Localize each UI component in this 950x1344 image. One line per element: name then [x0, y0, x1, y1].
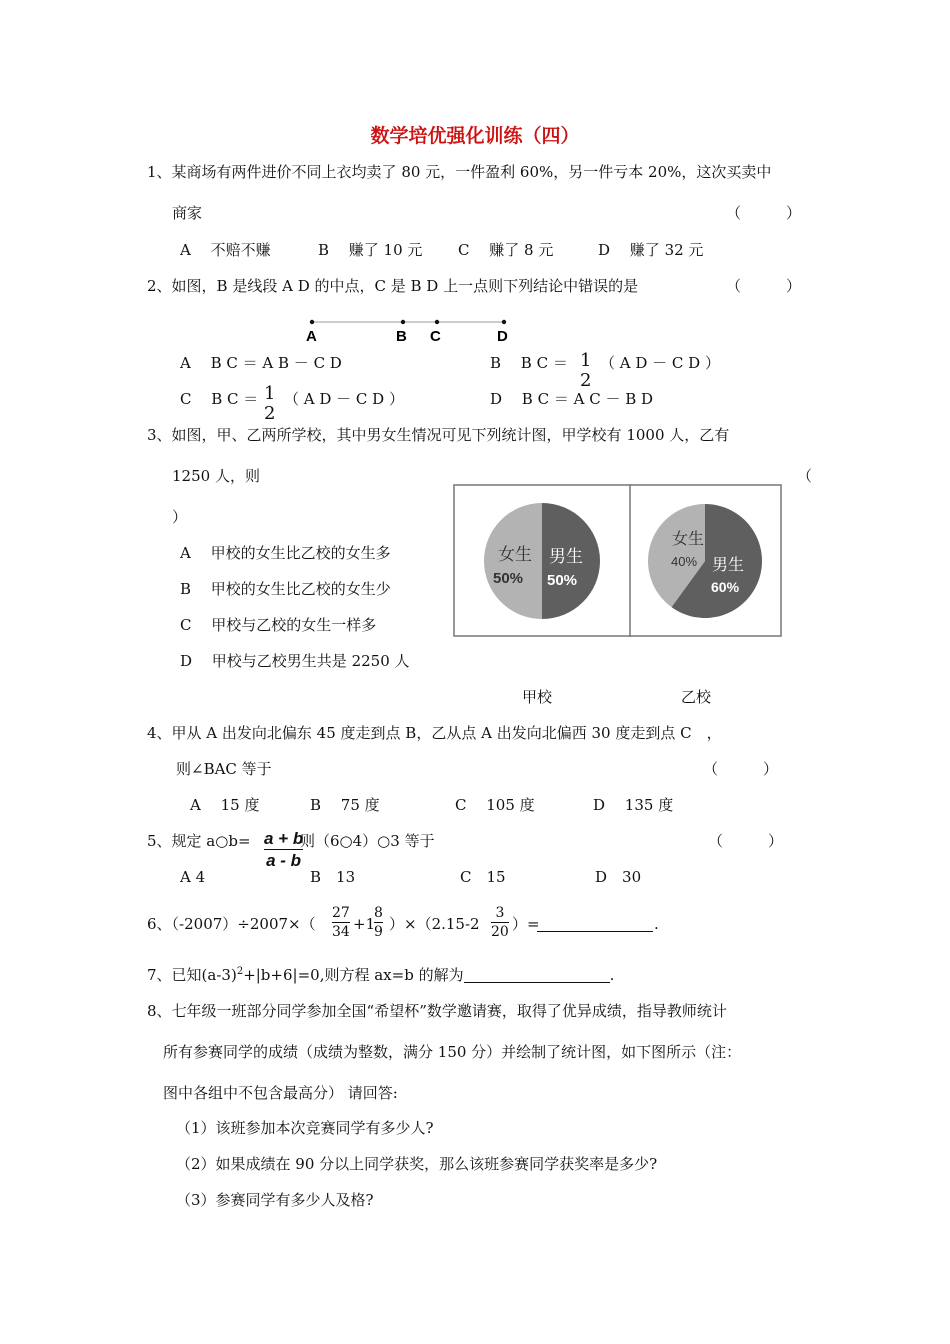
q6-fraction-1-numerator: 27 — [332, 905, 350, 921]
pie-a-boys-label: 男生 — [549, 547, 583, 566]
q7-end: . — [609, 966, 615, 984]
q8-line2: 所有参赛同学的成绩（成绩为整数，满分 150 分）并绘制了统计图，如下图所示（注： — [163, 1043, 742, 1061]
q7-answer-blank[interactable] — [464, 968, 610, 983]
q1-option-c: C 赚了 8 元 — [458, 241, 554, 259]
q2-option-c-half — [264, 385, 275, 423]
half-denominator: 2 — [264, 403, 276, 424]
q2-option-b-prefix: B B C ＝ — [490, 354, 568, 372]
q6-mid-2: ）×（2.15-2 — [389, 915, 480, 933]
q6-fraction-3-denominator: 20 — [491, 924, 509, 940]
q4-line2: 则∠BAC 等于 — [176, 760, 272, 778]
q7-line — [147, 967, 614, 983]
q6-suffix: ）= — [512, 915, 540, 933]
q2-option-b-half — [580, 352, 591, 390]
point-b-label: B — [396, 328, 407, 345]
q5-bracket: （ ） — [708, 832, 784, 850]
q8-sub2: （2）如果成绩在 90 分以上同学获奖，那么该班参赛同学获奖率是多少? — [176, 1155, 658, 1173]
point-c-dot — [435, 320, 439, 324]
school-b-caption: 乙校 — [681, 688, 712, 706]
q3-line1: 3、如图，甲、乙两所学校，其中男女生情况可见下列统计图，甲学校有 1000 人，乙有 — [147, 426, 730, 444]
q6-fraction-1 — [332, 906, 350, 939]
q3-option-b: B 甲校的女生比乙校的女生少 — [180, 580, 391, 598]
q8-sub3: （3）参赛同学有多少人及格? — [176, 1191, 374, 1209]
q1-option-a: A 不赔不赚 — [180, 241, 271, 259]
q7-prefix: 7、已知(a-3) — [147, 966, 237, 984]
q5-option-a: A 4 — [180, 868, 206, 886]
q6-fraction-3 — [491, 906, 509, 939]
q5-fraction-denominator: a - b — [266, 851, 302, 870]
pie-a-girls-percent: 50% — [493, 570, 524, 587]
pie-b-boys-label: 男生 — [712, 557, 745, 574]
point-c-label: C — [430, 328, 441, 345]
q3-option-a: A 甲校的女生比乙校的女生多 — [180, 544, 391, 562]
q7-superscript: 2 — [236, 966, 244, 977]
pie-a-girls-label: 女生 — [498, 545, 532, 564]
q5-fraction — [264, 830, 303, 869]
half-numerator: 1 — [264, 383, 276, 404]
half-denominator: 2 — [580, 370, 592, 391]
pie-b-boys-percent: 60% — [711, 579, 740, 595]
q2-stem: 2、如图，B 是线段 A D 的中点，C 是 B D 上一点则下列结论中错误的是 — [147, 277, 639, 295]
pie-b-girls-label: 女生 — [672, 531, 705, 548]
q2-option-c-prefix: C B C ＝ — [180, 390, 259, 408]
q1-option-b: B 赚了 10 元 — [318, 241, 423, 259]
q4-option-d: D 135 度 — [593, 796, 674, 814]
q2-option-a: A B C ＝ A B － C D — [180, 354, 342, 372]
q6-prefix: 6、（-2007）÷2007×（ — [147, 915, 316, 933]
school-a-caption: 甲校 — [522, 688, 553, 706]
q4-option-b: B 75 度 — [310, 796, 380, 814]
q6-end: . — [654, 915, 659, 933]
q6-fraction-2-denominator: 9 — [374, 924, 383, 940]
q5-fraction-numerator: a + b — [264, 829, 304, 848]
q5-option-c: C 15 — [460, 868, 506, 886]
q3-bracket-open: （ — [797, 467, 813, 485]
page-title: 数学培优强化训练（四） — [370, 125, 580, 147]
q6-fraction-3-numerator: 3 — [495, 905, 505, 921]
q6-fraction-1-denominator: 34 — [332, 924, 350, 940]
q3-bracket-close: ） — [172, 508, 188, 526]
q2-option-b-suffix: （ A D － C D ） — [600, 354, 720, 372]
q2-option-c-suffix: （ A D － C D ） — [284, 390, 404, 408]
point-a-dot — [310, 320, 314, 324]
q6-fraction-2-numerator: 8 — [374, 905, 383, 921]
point-b-dot — [401, 320, 405, 324]
pie-b-girls-percent: 40% — [671, 554, 698, 569]
q5-option-d: D 30 — [595, 868, 642, 886]
q6-mid-1: +1 — [353, 915, 376, 933]
q5-prefix: 5、规定 a○b= — [147, 832, 251, 850]
pie-charts-figure — [453, 484, 783, 638]
q2-option-d: D B C ＝ A C － B D — [490, 390, 654, 408]
segment-ad-figure — [290, 312, 530, 346]
q3-line2: 1250 人，则 — [172, 467, 260, 485]
q2-bracket: （ ） — [726, 277, 802, 295]
q8-sub1: （1）该班参加本次竞赛同学有多少人? — [176, 1119, 434, 1137]
pie-chart-school-b — [648, 504, 762, 618]
q4-bracket: （ ） — [703, 760, 779, 778]
q5-option-b: B 13 — [310, 868, 356, 886]
point-d-dot — [502, 320, 506, 324]
q1-bracket: （ ） — [726, 204, 802, 222]
q4-option-c: C 105 度 — [455, 796, 535, 814]
q3-option-c: C 甲校与乙校的女生一样多 — [180, 616, 377, 634]
q8-line3: 图中各组中不包含最高分） 请回答: — [163, 1084, 398, 1102]
q3-option-d: D 甲校与乙校男生共是 2250 人 — [180, 652, 410, 670]
q1-line2: 商家 — [172, 204, 203, 222]
q6-fraction-2 — [374, 906, 383, 939]
pie-a-boys-percent: 50% — [547, 572, 578, 589]
q1-line1: 1、某商场有两件进价不同上衣均卖了 80 元，一件盈利 60%，另一件亏本 20%，这次买卖中 — [147, 163, 772, 181]
q1-option-d: D 赚了 32 元 — [598, 241, 704, 259]
q6-answer-blank[interactable] — [537, 917, 653, 932]
q5-suffix: 则（6○4）○3 等于 — [300, 832, 435, 850]
point-d-label: D — [497, 328, 508, 345]
half-numerator: 1 — [580, 350, 592, 371]
q7-suffix: +|b+6|=0,则方程 ax=b 的解为 — [243, 966, 464, 984]
q4-option-a: A 15 度 — [190, 796, 260, 814]
q4-line1: 4、甲从 A 出发向北偏东 45 度走到点 B，乙从点 A 出发向北偏西 30 度走到点 C ， — [147, 724, 722, 742]
point-a-label: A — [306, 328, 317, 345]
q8-line1: 8、七年级一班部分同学参加全国“希望杯”数学邀请赛，取得了优异成绩，指导教师统计 — [147, 1002, 727, 1020]
